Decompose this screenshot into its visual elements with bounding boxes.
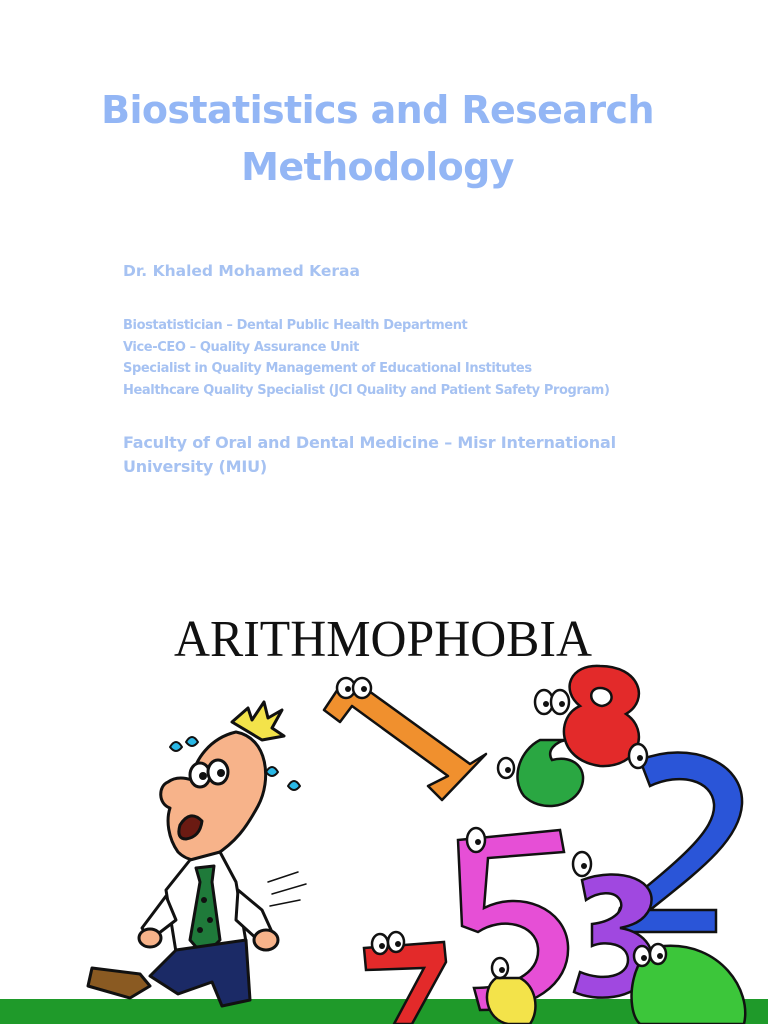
number-5-label: 5 bbox=[500, 890, 501, 891]
slide-title-line-2: Methodology bbox=[241, 145, 514, 189]
role-line: Biostatistician – Dental Public Health Department bbox=[123, 318, 468, 333]
role-line: Healthcare Quality Specialist (JCI Quality and Patient Safety Program) bbox=[123, 382, 610, 398]
author-name: Dr. Khaled Mohamed Keraa bbox=[123, 262, 360, 280]
faculty-affiliation: Faculty of Oral and Dental Medicine – Misr International University (MIU) bbox=[123, 433, 616, 476]
slide-title-line-1: Biostatistics and Research bbox=[101, 88, 654, 132]
author-roles bbox=[123, 315, 610, 401]
role-line: Specialist in Quality Management of Educational Institutes bbox=[123, 361, 532, 376]
arithmophobia-cartoon bbox=[0, 590, 768, 1024]
number-0-monster bbox=[632, 944, 746, 1024]
slide-title bbox=[0, 82, 755, 196]
role-line: Vice-CEO – Quality Assurance Unit bbox=[123, 339, 359, 355]
number-2-label: 2 bbox=[700, 830, 701, 831]
number-1-monster bbox=[324, 678, 486, 800]
number-7-label: 7 bbox=[400, 990, 401, 991]
cartoon-heading: ARITHMOPHOBIA bbox=[174, 611, 593, 668]
number-9-monster bbox=[487, 958, 535, 1024]
scared-man-figure bbox=[88, 702, 306, 1006]
